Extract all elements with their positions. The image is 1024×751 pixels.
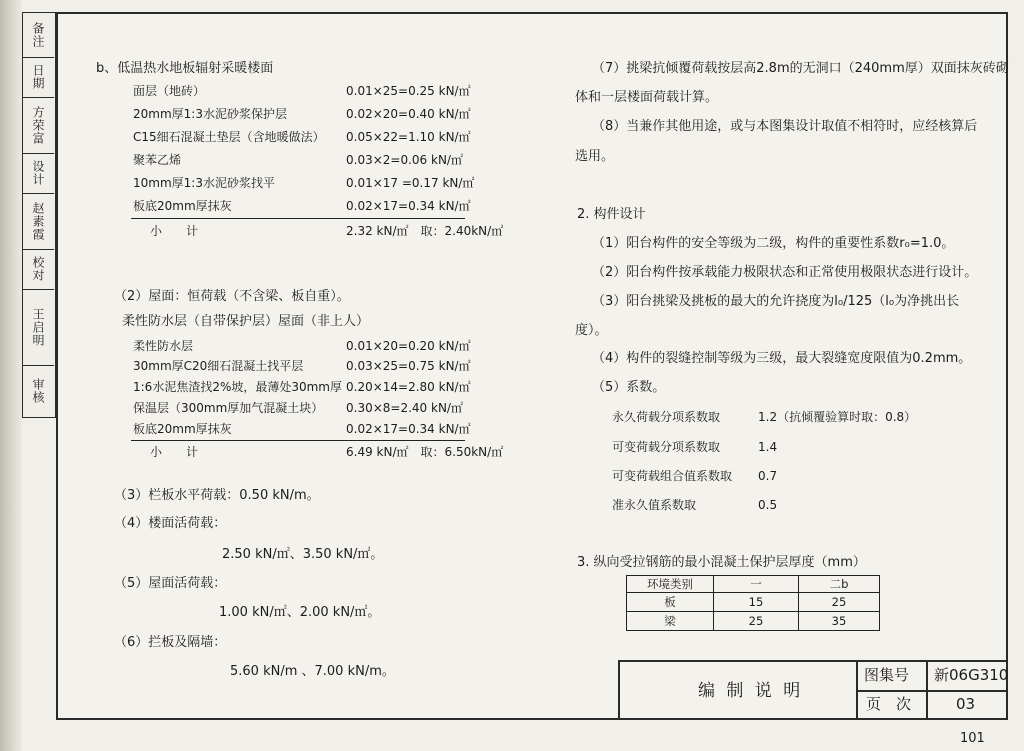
roof-live-load-label: （5）屋面活荷载：: [114, 576, 227, 591]
table-header-cell: 二b: [799, 576, 880, 593]
load-value: 0.05×22=1.10 kN/㎡: [346, 130, 471, 144]
load-value: 0.03×25=0.75 kN/㎡: [346, 359, 471, 373]
load-value: 0.03×2=0.06 kN/㎡: [346, 153, 463, 167]
load-value: 0.02×20=0.40 kN/㎡: [346, 107, 471, 121]
concrete-cover-table: [626, 575, 880, 631]
coefficient-label: 可变荷载组合值系数取: [612, 469, 733, 483]
design-item-2: （2）阳台构件按承载能力极限状态和正常使用极限状态进行设计。: [592, 265, 978, 280]
strip-cell-checker-name: [23, 193, 54, 250]
load-item: C15细石混凝土垫层（含地暖做法）: [133, 130, 325, 144]
load-value: 0.30×8=2.40 kN/㎡: [346, 401, 463, 415]
sheet-title: 编 制 说 明: [698, 681, 804, 701]
coefficient-value: 1.4: [758, 440, 778, 454]
table-cell: 35: [799, 612, 880, 631]
atlas-number-value: 新06G310: [934, 666, 1009, 684]
coefficient-label: 准永久值系数取: [612, 498, 697, 512]
floor-heating-heading: b、低温热水地板辐射采暖楼面: [96, 61, 274, 76]
load-item: 30mm厚C20细石混凝土找平层: [133, 359, 304, 373]
load-value: 0.01×20=0.20 kN/㎡: [346, 339, 471, 353]
strip-cell-design: [23, 153, 54, 194]
table-cell: 25: [714, 612, 799, 631]
approval-strip: [22, 12, 56, 418]
strip-text: 日期: [31, 64, 45, 90]
subtotal-rule: [131, 440, 465, 441]
coefficient-label: 永久荷载分项系数取: [612, 410, 721, 424]
load-item: 板底20mm厚抹灰: [133, 199, 232, 213]
design-item-3: （3）阳台挑梁及挑板的最大的允许挠度为l₀/125（l₀为净挑出长: [592, 294, 960, 309]
load-value: 0.01×25=0.25 kN/㎡: [346, 84, 471, 98]
para-8-line-1: （8）当兼作其他用途，或与本图集设计取值不相符时，应经核算后: [592, 119, 978, 134]
partition-load-label: （6）拦板及隔墙：: [114, 635, 227, 650]
railing-load-line: （3）栏板水平荷载：0.50 kN/m。: [114, 488, 320, 503]
para-7-line-2: 体和一层楼面荷载计算。: [575, 90, 719, 105]
table-row: [627, 612, 880, 631]
design-item-5: （5）系数。: [592, 380, 666, 395]
roof-live-load-value: 1.00 kN/㎡、2.00 kN/㎡。: [219, 605, 381, 620]
strip-text: 校对: [31, 256, 45, 282]
title-block: [618, 660, 1009, 718]
table-header-cell: 一: [714, 576, 799, 593]
table-header-row: [627, 576, 880, 593]
page-label: 页 次: [866, 695, 912, 713]
strip-text: 赵素霞: [31, 201, 45, 241]
page-number: 101: [960, 731, 985, 746]
subtotal-value: 6.49 kN/㎡ 取：6.50kN/㎡: [346, 445, 504, 459]
roof-type-heading: 柔性防水层（自带保护层）屋面（非上人）: [122, 314, 370, 329]
design-item-3-continued: 度）。: [575, 323, 608, 338]
strip-text: 王启明: [31, 307, 45, 347]
strip-cell-date: [23, 57, 54, 98]
load-item: 面层（地砖）: [133, 84, 206, 98]
partition-load-value: 5.60 kN/m 、7.00 kN/m。: [230, 664, 395, 679]
page-value: 03: [956, 695, 976, 713]
para-7-line-1: （7）挑梁抗倾覆荷载按层高2.8m的无洞口（240mm厚）双面抹灰砖砌: [592, 61, 1009, 76]
strip-cell-check: [23, 249, 54, 290]
table-cell: 板: [627, 593, 714, 612]
load-value: 0.01×17 =0.17 kN/㎡: [346, 176, 475, 190]
load-item: 柔性防水层: [133, 339, 194, 353]
design-item-4: （4）构件的裂缝控制等级为三级，最大裂缝宽度限值为0.2mm。: [592, 351, 972, 366]
design-item-1: （1）阳台构件的安全等级为二级，构件的重要性系数r₀=1.0。: [592, 236, 955, 251]
load-value: 0.02×17=0.34 kN/㎡: [346, 199, 471, 213]
para-8-line-2: 选用。: [575, 149, 615, 164]
strip-cell-reviewer-name: [23, 289, 54, 366]
table-row: [627, 593, 880, 612]
coefficient-value: 0.7: [758, 469, 778, 483]
table-cell: 25: [799, 593, 880, 612]
load-item: 聚苯乙烯: [133, 153, 182, 167]
strip-text: 备注: [31, 22, 45, 48]
strip-cell-remark: [23, 13, 54, 58]
binding-gutter: [0, 0, 22, 751]
load-item: 20mm厚1:3水泥砂浆保护层: [133, 107, 287, 121]
load-item: 10mm厚1:3水泥砂浆找平: [133, 176, 275, 190]
coefficient-value: 1.2（抗倾覆验算时取：0.8）: [758, 410, 917, 424]
roof-dead-load-heading: （2）屋面：恒荷载（不含梁、板自重）。: [114, 289, 350, 304]
table-cell: 15: [714, 593, 799, 612]
strip-cell-designer-name: [23, 97, 54, 154]
section-2-heading: 2. 构件设计: [577, 207, 646, 222]
section-3-heading: 3. 纵向受拉钢筋的最小混凝土保护层厚度（mm）: [577, 555, 866, 570]
subtotal-value: 2.32 kN/㎡ 取：2.40kN/㎡: [346, 224, 504, 238]
floor-live-load-value: 2.50 kN/㎡、3.50 kN/㎡。: [222, 547, 384, 562]
coefficient-label: 可变荷载分项系数取: [612, 440, 721, 454]
strip-cell-review: [23, 365, 54, 416]
table-header-cell: 环境类别: [627, 576, 714, 593]
load-value: 0.02×17=0.34 kN/㎡: [346, 422, 471, 436]
floor-live-load-label: （4）楼面活荷载：: [114, 516, 227, 531]
table-cell: 梁: [627, 612, 714, 631]
strip-text: 审核: [31, 377, 45, 404]
strip-text: 方荣富: [31, 105, 45, 145]
load-item: 板底20mm厚抹灰: [133, 422, 232, 436]
subtotal-rule: [131, 218, 465, 219]
title-block-divider: [856, 690, 1006, 692]
subtotal-label: 小 计: [150, 224, 199, 238]
subtotal-label: 小 计: [150, 445, 199, 459]
coefficient-value: 0.5: [758, 498, 778, 512]
atlas-number-label: 图集号: [864, 666, 910, 684]
load-value: 0.20×14=2.80 kN/㎡: [346, 380, 471, 394]
load-item: 保温层（300mm厚加气混凝土块）: [133, 401, 324, 415]
load-item: 1:6水泥焦渣找2%坡，最薄处30mm厚: [133, 380, 342, 394]
strip-text: 设计: [31, 160, 45, 186]
